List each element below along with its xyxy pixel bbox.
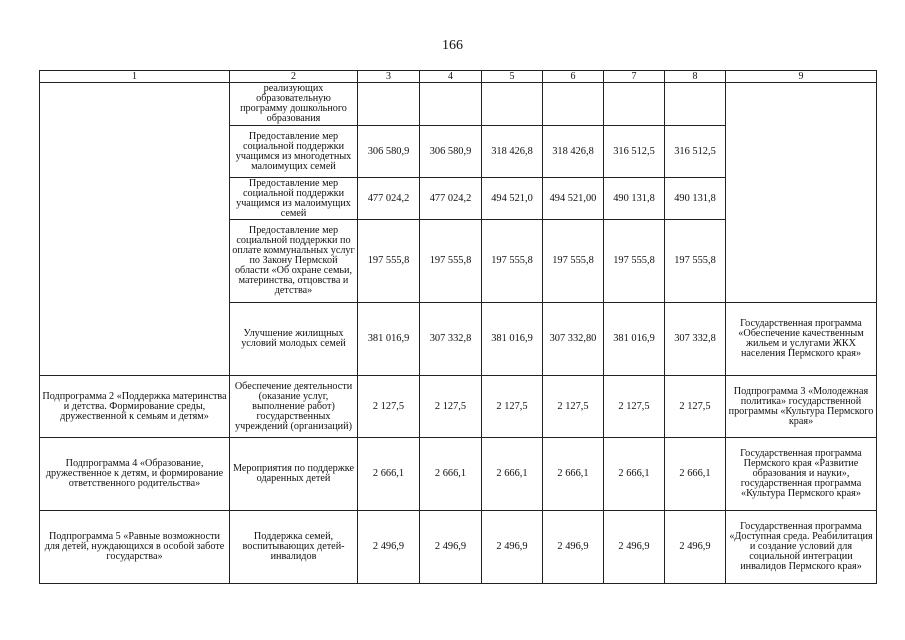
value-cell: 307 332,8 [420,303,482,376]
table-row [40,376,877,438]
header-cell: 6 [543,71,604,83]
value-cell: 307 332,8 [665,303,726,376]
value-cell: 494 521,0 [482,178,543,220]
value-cell: 306 580,9 [358,126,420,178]
activity-cell: Предоставление мер социальной поддержки учащимся из многодетных малоимущих семей [230,126,358,178]
program-cell [40,83,230,376]
linked-program-cell: Государственная программа «Доступная среда. Реабилитация и создание условий для социальной интеграции инвалидов Пермского края» [726,511,877,584]
activity-cell: Мероприятия по поддержке одаренных детей [230,438,358,511]
value-cell: 2 666,1 [543,438,604,511]
page-number: 166 [442,38,463,53]
value-cell: 2 496,9 [482,511,543,584]
value-cell: 2 127,5 [420,376,482,438]
value-cell: 477 024,2 [358,178,420,220]
header-row [40,71,877,83]
header-cell: 5 [482,71,543,83]
value-cell: 318 426,8 [482,126,543,178]
value-cell: 2 666,1 [358,438,420,511]
value-cell: 306 580,9 [420,126,482,178]
linked-program-cell [726,83,877,303]
header-cell: 1 [40,71,230,83]
value-cell: 477 024,2 [420,178,482,220]
value-cell: 2 127,5 [358,376,420,438]
value-cell: 2 127,5 [543,376,604,438]
value-cell [482,83,543,126]
value-cell: 494 521,00 [543,178,604,220]
value-cell: 2 666,1 [665,438,726,511]
value-cell: 307 332,80 [543,303,604,376]
data-table [39,70,877,584]
table-row [40,83,877,126]
value-cell: 2 496,9 [420,511,482,584]
activity-cell: Предоставление мер социальной поддержки учащимся из малоимущих семей [230,178,358,220]
linked-program-cell: Государственная программа Пермского края «Развитие образования и науки», государственная программа «Культура Пермского края» [726,438,877,511]
value-cell: 318 426,8 [543,126,604,178]
header-cell: 3 [358,71,420,83]
header-cell: 9 [726,71,877,83]
program-cell: Подпрограмма 5 «Равные возможности для детей, нуждающихся в особой заботе государства» [40,511,230,584]
linked-program-cell: Подпрограмма 3 «Молодежная политика» государственной программы «Культура Пермского края» [726,376,877,438]
program-cell: Подпрограмма 2 «Поддержка материнства и детства. Формирование среды, дружественной к семьям и детям» [40,376,230,438]
table-row [40,511,877,584]
linked-program-cell: Государственная программа «Обеспечение качественным жильем и услугами ЖКХ населения Пермского края» [726,303,877,376]
value-cell: 197 555,8 [482,220,543,303]
value-cell: 490 131,8 [604,178,665,220]
activity-cell: реализующих образовательную программу дошкольного образования [230,83,358,126]
value-cell [543,83,604,126]
header-cell: 4 [420,71,482,83]
value-cell: 2 127,5 [604,376,665,438]
value-cell: 381 016,9 [604,303,665,376]
value-cell: 490 131,8 [665,178,726,220]
value-cell [604,83,665,126]
header-cell: 2 [230,71,358,83]
value-cell: 2 666,1 [482,438,543,511]
table-row [40,438,877,511]
value-cell [665,83,726,126]
value-cell [358,83,420,126]
value-cell: 197 555,8 [665,220,726,303]
value-cell: 316 512,5 [665,126,726,178]
value-cell: 197 555,8 [358,220,420,303]
value-cell: 2 127,5 [482,376,543,438]
value-cell: 2 666,1 [604,438,665,511]
activity-cell: Обеспечение деятельности (оказание услуг, выполнение работ) государственных учреждений (организаций) [230,376,358,438]
header-cell: 8 [665,71,726,83]
value-cell: 2 127,5 [665,376,726,438]
value-cell [420,83,482,126]
value-cell: 381 016,9 [482,303,543,376]
value-cell: 381 016,9 [358,303,420,376]
value-cell: 316 512,5 [604,126,665,178]
activity-cell: Поддержка семей, воспитывающих детей-инвалидов [230,511,358,584]
value-cell: 197 555,8 [543,220,604,303]
value-cell: 197 555,8 [420,220,482,303]
activity-cell: Предоставление мер социальной поддержки по оплате коммунальных услуг по Закону Пермской области «Об охране семьи, материнства, отцовства и детства» [230,220,358,303]
activity-cell: Улучшение жилищных условий молодых семей [230,303,358,376]
value-cell: 2 666,1 [420,438,482,511]
value-cell: 197 555,8 [604,220,665,303]
value-cell: 2 496,9 [543,511,604,584]
value-cell: 2 496,9 [665,511,726,584]
header-cell: 7 [604,71,665,83]
value-cell: 2 496,9 [604,511,665,584]
program-cell: Подпрограмма 4 «Образование, дружественное к детям, и формирование ответственного родительства» [40,438,230,511]
value-cell: 2 496,9 [358,511,420,584]
